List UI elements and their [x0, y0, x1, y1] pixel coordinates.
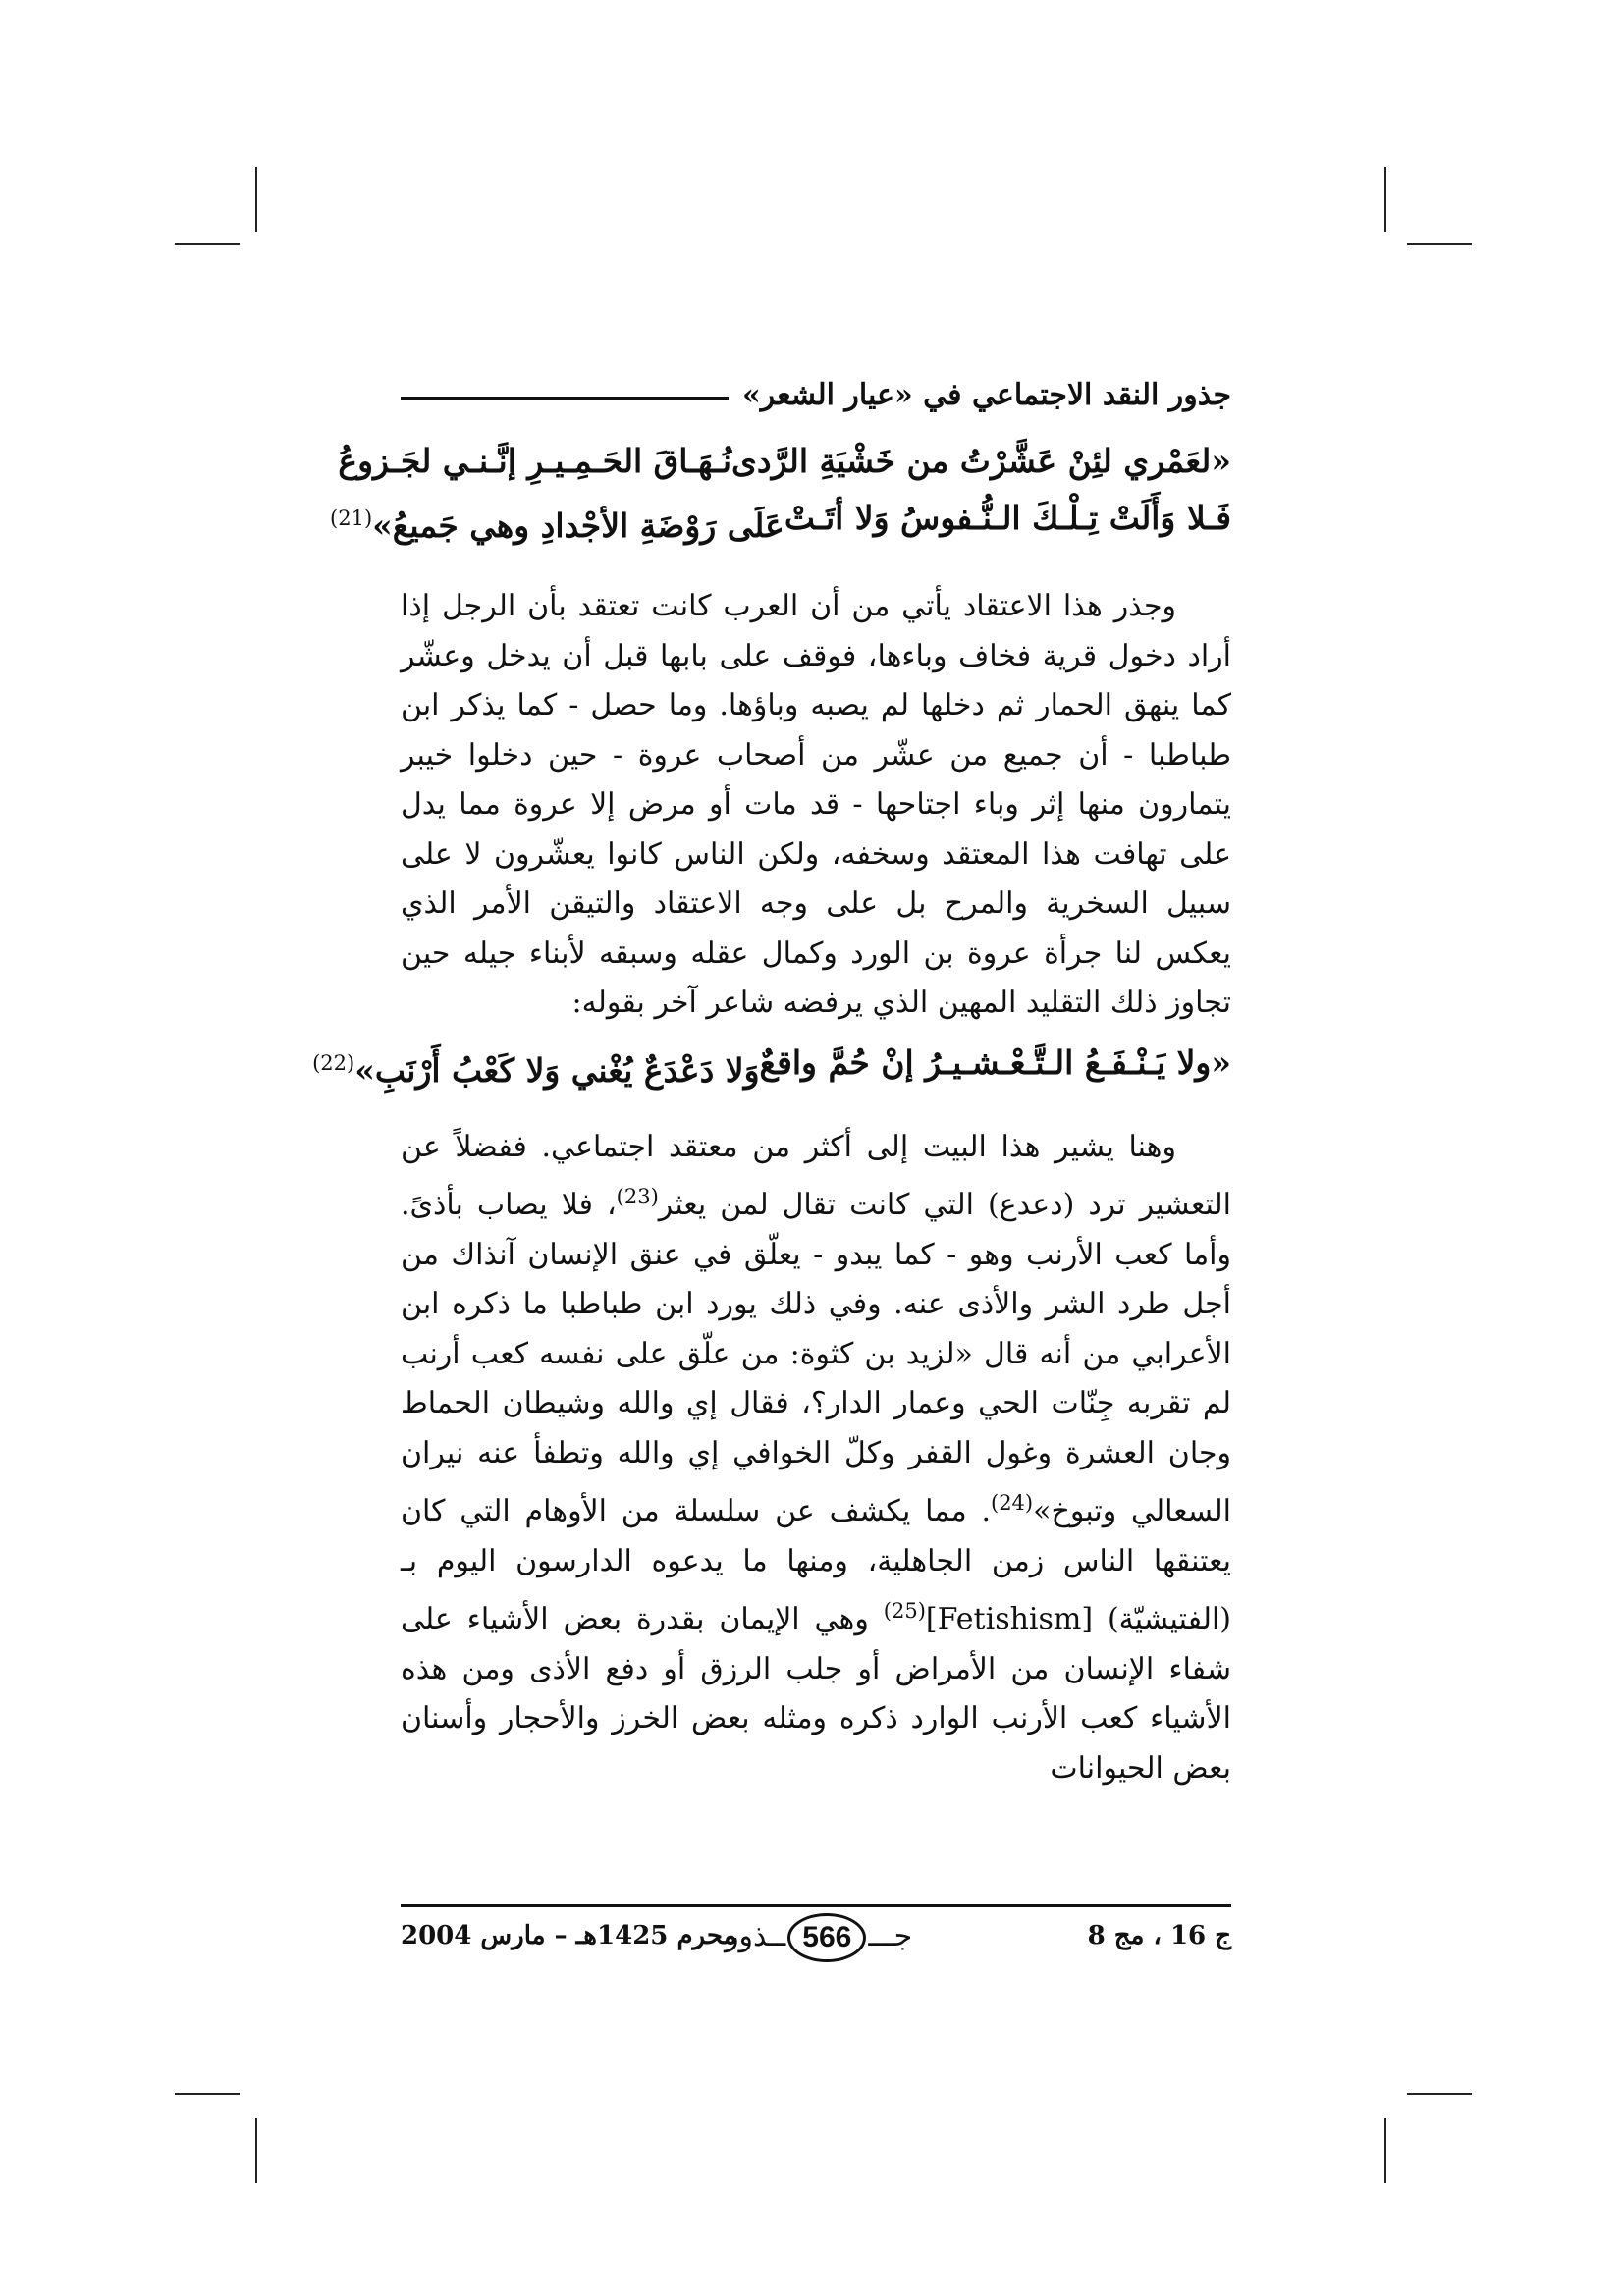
verse-line — [312, 1035, 1231, 1099]
page-footer — [401, 1904, 1231, 1966]
journal-name-start: جـــ — [868, 1919, 913, 1953]
crop-mark — [255, 2118, 257, 2183]
paragraph-1 — [401, 582, 1231, 1029]
paragraph-segment: . مما يكشف عن سلسلة من الأوهام التي كان يعتنقها الناس زمن الجاهلية، ومنها ما يدعوه الدارسون اليوم بـ (الفتيشيّة) [Fetishism] — [401, 1494, 1232, 1636]
journal-logo — [725, 1913, 912, 1962]
paragraph-text — [401, 1123, 1231, 1794]
issue-info: ج 16 ، مج 8 — [1087, 1921, 1231, 1950]
header-rule — [401, 397, 729, 400]
page-body — [312, 368, 1232, 1793]
paragraph-segment: وهنا يشير هذا البيت إلى أكثر من معتقد اجتماعي. ففضلاً عن التعشير ترد (دعدع) التي كانت تقال لمن يعثر — [401, 1129, 1231, 1222]
footnote-ref: (23) — [616, 1185, 659, 1208]
crop-mark — [1407, 243, 1472, 245]
verse-hemistich-left — [330, 490, 784, 555]
verse-text: عَلَى رَوْضَةِ الأجْدادِ وهي جَميعُ» — [372, 507, 784, 545]
crop-mark — [255, 167, 257, 232]
paragraph-segment: ، فلا يصاب بأذىً. وأما كعب الأرنب وهو - كما يبدو - يعلّق في عنق الإنسان آنذاك من أجل طرد الشر والأذى عنه. وفي ذلك يورد ابن طباطبا ما ذكره ابن الأعرابي من أنه قال «لزيد بن كثوة: من علّق على نفسه كعب أرنب لم تقربه جِنّات الحي وعمار الدار؟، فقال إي والله وشيطان الحماط وجان العشرة وغول القفر وكلّ الخوافي إي والله وتطفأ عنه نيران السعالي وتبوخ» — [401, 1188, 1232, 1528]
verse-hemistich-right: «لعَمْري لئِنْ عَشَّرْتُ من خَشْيَةِ الرَّدى — [731, 442, 1231, 480]
crop-mark — [1384, 167, 1386, 232]
paragraph-2 — [401, 1123, 1231, 1794]
verse-line — [338, 433, 1231, 490]
verse-text: وَلا دَعْدَعٌ يُغْني وَلا كَعْبُ أَرْنَبِ» — [354, 1050, 760, 1090]
verse-hemistich-left: نُـهَـاقَ الحَـمِـيـرِ إنَّـنـي لجَـزوعُ — [338, 442, 732, 480]
footnote-ref: (24) — [990, 1491, 1034, 1515]
footnote-ref: (21) — [330, 507, 373, 530]
crop-mark — [1407, 2093, 1472, 2095]
verse-hemistich-left — [312, 1035, 759, 1099]
running-header-title: جذور النقد الاجتماعي في «عيار الشعر» — [741, 377, 1231, 412]
verse-block-2 — [312, 1035, 1231, 1099]
page-number: 566 — [787, 1913, 866, 1962]
issue-date: محرم 1425هـ – مارس 2004 — [401, 1921, 737, 1950]
paragraph-text: وجذر هذا الاعتقاد يأتي من أن العرب كانت تعتقد بأن الرجل إذا أراد دخول قرية فخاف وباءها، فوقف على بابها قبل أن يدخل وعشّر كما ينهق الحمار ثم دخلها لم يصبه وباؤها. وما حصل - كما يذكر ابن طباطبا - أن جميع من عشّر من أصحاب عروة - حين دخلوا خيبر يتمارون منها إثر وباء اجتاحها - قد مات أو مرض إلا عروة مما يدل على تهافت هذا المعتقد وسخفه، ولكن الناس كانوا يعشّرون لا على سبيل السخرية والمرح بل على وجه الاعتقاد والتيقن الأمر الذي يعكس لنا جرأة عروة بن الورد وكمال عقله وسبقه لأبناء جيله حين تجاوز ذلك التقليد المهين الذي يرفضه شاعر آخر بقوله: — [401, 589, 1231, 1020]
footnote-ref: (25) — [883, 1599, 926, 1623]
verse-block-1 — [330, 433, 1231, 555]
crop-mark — [175, 2093, 240, 2095]
verse-hemistich-right: فَـلا وَأَلَتْ تِـلْـكَ الـنُّـفوسُ وَلا أتَـتْ — [784, 499, 1231, 537]
footnote-ref: (22) — [312, 1050, 355, 1075]
crop-mark — [1384, 2118, 1386, 2183]
journal-name-end: ــذور — [725, 1919, 786, 1953]
crop-mark — [175, 243, 240, 245]
verse-line — [330, 490, 1231, 555]
running-header — [401, 368, 1231, 421]
paragraph-segment: وهي الإيمان بقدرة بعض الأشياء على شفاء الإنسان من الأمراض أو جلب الرزق أو دفع الأذى ومن هذه الأشياء كعب الأرنب الوارد ذكره ومثله بعض الخرز والأحجار وأسنان بعض الحيوانات — [401, 1602, 1231, 1786]
verse-hemistich-right: «ولا يَـنْـفَـعُ الـتَّـعْـشـيـرُ إنْ حُمَّ واقعٌ — [759, 1042, 1231, 1082]
